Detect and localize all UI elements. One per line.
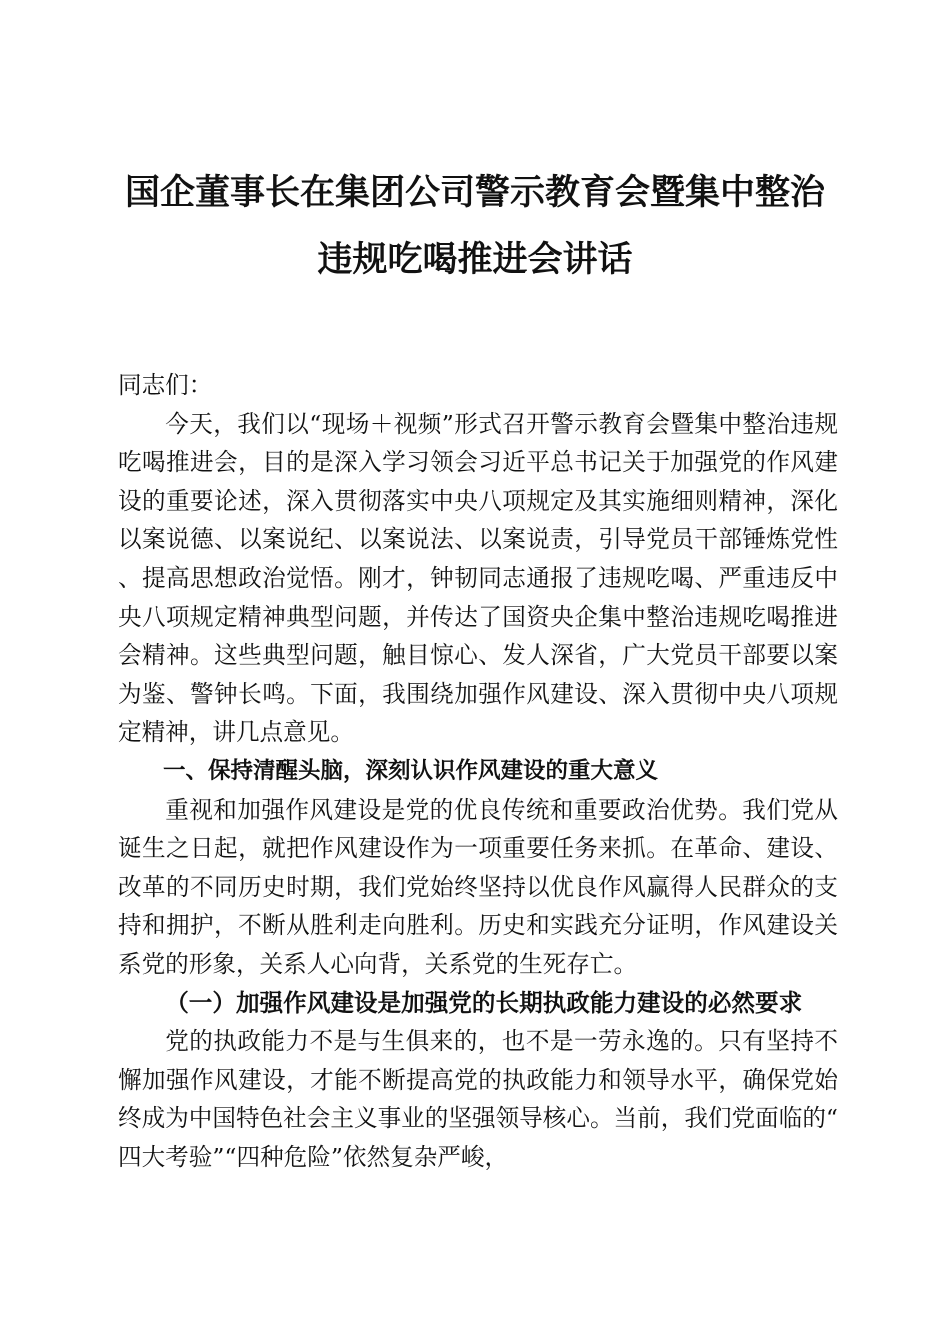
section-heading-1: 一、保持清醒头脑，深刻认识作风建设的重大意义 <box>163 757 659 784</box>
document-title-line-2: 违规吃喝推进会讲话 <box>317 239 633 280</box>
subsection-heading-1: （一）加强作风建设是加强党的长期执政能力建设的必然要求 <box>165 988 803 1017</box>
document-title-line-1: 国企董事长在集团公司警示教育会暨集中整治 <box>124 172 825 213</box>
document-body <box>118 366 838 1176</box>
paragraph-section-1: 重视和加强作风建设是党的优良传统和重要政治优势。我们党从诞生之日起，就把作风建设作为一项重要任务来抓。在革命、建设、改革的不同历史时期，我们党始终坚持以优良作风赢得人民群众的支持和拥护，不断从胜利走向胜利。历史和实践充分证明，作风建设关系党的形象，关系人心向背，关系党的生死存亡。 <box>118 795 838 978</box>
paragraph-opening: 今天，我们以“现场＋视频”形式召开警示教育会暨集中整治违规吃喝推进会，目的是深入学习领会习近平总书记关于加强党的作风建设的重要论述，深入贯彻落实中央八项规定及其实施细则精神，深化以案说德、以案说纪、以案说法、以案说责，引导党员干部锤炼党性、提高思想政治觉悟。刚才，钟韧同志通报了违规吃喝、严重违反中央八项规定精神典型问题，并传达了国资央企集中整治违规吃喝推进会精神。这些典型问题，触目惊心、发人深省，广大党员干部要以案为鉴、警钟长鸣。下面，我围绕加强作风建设、深入贯彻中央八项规定精神，讲几点意见。 <box>118 409 838 747</box>
paragraph-subsection-1: 党的执政能力不是与生俱来的，也不是一劳永逸的。只有坚持不懈加强作风建设，才能不断提高党的执政能力和领导水平，确保党始终成为中国特色社会主义事业的坚强领导核心。当前，我们党面临的“四大考验”“四种危险”依然复杂严峻， <box>118 1027 838 1171</box>
salutation: 同志们： <box>118 371 213 399</box>
